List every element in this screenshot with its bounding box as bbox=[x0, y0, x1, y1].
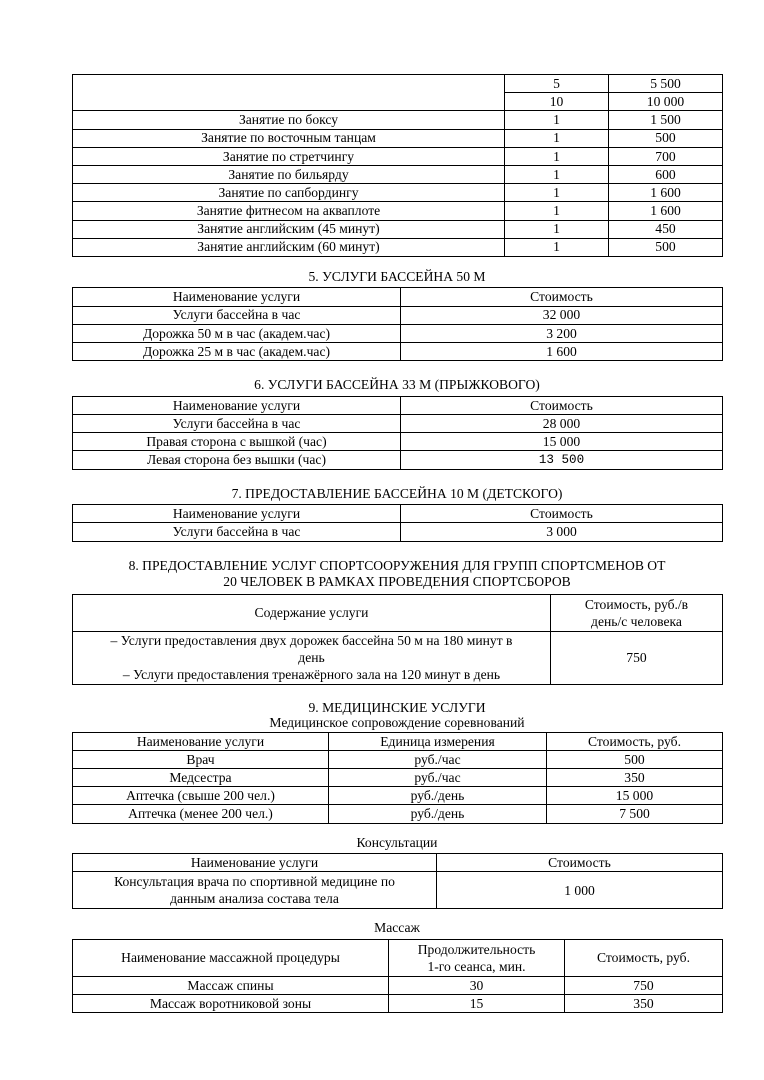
column-header bbox=[551, 594, 723, 631]
price-cell: 7 500 bbox=[547, 805, 723, 823]
unit-cell: 1 bbox=[505, 165, 609, 183]
service-name-cell: Занятие по боксу bbox=[73, 111, 505, 129]
table-row bbox=[73, 343, 723, 361]
price-header-line-2: день/с человека bbox=[591, 613, 682, 629]
section-8-heading bbox=[72, 558, 722, 590]
content-line-1: – Услуги предоставления двух дорожек бассейна 50 м на 180 минут в bbox=[110, 633, 513, 649]
section-7-heading: 7. ПРЕДОСТАВЛЕНИЕ БАССЕЙНА 10 М (ДЕТСКОГО) bbox=[231, 485, 563, 501]
price-cell: 500 bbox=[609, 238, 723, 256]
unit-cell: руб./час bbox=[329, 750, 547, 768]
column-header: Наименование массажной процедуры bbox=[73, 940, 389, 977]
column-header: Единица измерения bbox=[329, 732, 547, 750]
table-row bbox=[73, 631, 723, 684]
price-cell: 1 600 bbox=[609, 202, 723, 220]
unit-cell: 1 bbox=[505, 220, 609, 238]
table-row bbox=[73, 129, 723, 147]
table-row bbox=[73, 184, 723, 202]
table-row bbox=[73, 220, 723, 238]
service-name-cell: Занятие фитнесом на акваплоте bbox=[73, 202, 505, 220]
unit-cell: руб./день bbox=[329, 805, 547, 823]
section-5-heading: 5. УСЛУГИ БАССЕЙНА 50 М bbox=[308, 268, 486, 284]
price-cell: 500 bbox=[547, 750, 723, 768]
price-cell: 450 bbox=[609, 220, 723, 238]
unit-cell: 1 bbox=[505, 147, 609, 165]
service-name-cell: Медсестра bbox=[73, 769, 329, 787]
table-row bbox=[73, 750, 723, 768]
table-row bbox=[73, 306, 723, 324]
service-name-cell: Дорожка 50 м в час (академ.час) bbox=[73, 324, 401, 342]
unit-cell: 1 bbox=[505, 202, 609, 220]
sports-camp-table bbox=[72, 594, 723, 685]
service-name-cell: Занятие по стретчингу bbox=[73, 147, 505, 165]
table-row bbox=[73, 977, 723, 995]
column-header: Содержание услуги bbox=[73, 594, 551, 631]
section-9-heading: 9. МЕДИЦИНСКИЕ УСЛУГИ bbox=[308, 699, 486, 715]
table-row bbox=[73, 111, 723, 129]
column-header: Стоимость bbox=[437, 854, 723, 872]
unit-cell: 1 bbox=[505, 238, 609, 256]
column-header bbox=[389, 940, 565, 977]
price-cell: 32 000 bbox=[401, 306, 723, 324]
table-row bbox=[73, 415, 723, 433]
section-8-heading-line-1: 8. ПРЕДОСТАВЛЕНИЕ УСЛУГ СПОРТСООРУЖЕНИЯ ДЛЯ ГРУПП СПОРТСМЕНОВ ОТ bbox=[128, 557, 666, 573]
price-cell: 13 500 bbox=[401, 451, 723, 469]
price-cell: 28 000 bbox=[401, 415, 723, 433]
column-header: Стоимость, руб. bbox=[565, 940, 723, 977]
price-cell: 700 bbox=[609, 147, 723, 165]
consult-subheading: Консультации bbox=[356, 834, 438, 850]
unit-cell: 5 bbox=[505, 75, 609, 93]
service-name-cell: Занятие английским (45 минут) bbox=[73, 220, 505, 238]
content-line-3: – Услуги предоставления тренажёрного зала на 120 минут в день bbox=[122, 667, 501, 683]
price-cell: 3 200 bbox=[401, 324, 723, 342]
medical-subheading: Медицинское сопровождение соревнований bbox=[269, 715, 525, 731]
massage-subheading: Массаж bbox=[374, 920, 420, 936]
price-cell: 5 500 bbox=[609, 75, 723, 93]
document-page bbox=[72, 74, 722, 1013]
table-row bbox=[73, 165, 723, 183]
table-header-row bbox=[73, 505, 723, 523]
duration-cell: 15 bbox=[389, 995, 565, 1013]
table-row bbox=[73, 787, 723, 805]
column-header: Наименование услуги bbox=[73, 854, 437, 872]
table-row bbox=[73, 324, 723, 342]
duration-header-line-2: 1-го сеанса, мин. bbox=[427, 959, 526, 975]
unit-cell: руб./час bbox=[329, 769, 547, 787]
pool-50m-table bbox=[72, 287, 723, 361]
unit-cell: руб./день bbox=[329, 787, 547, 805]
consult-name-line-1: Консультация врача по спортивной медицине по bbox=[114, 874, 395, 890]
column-header: Наименование услуги bbox=[73, 288, 401, 306]
service-name-cell: Массаж спины bbox=[73, 977, 389, 995]
service-name-cell: Занятие по бильярду bbox=[73, 165, 505, 183]
table-header-row bbox=[73, 594, 723, 631]
column-header: Стоимость bbox=[401, 288, 723, 306]
price-cell: 750 bbox=[551, 631, 723, 684]
service-name-cell: Правая сторона с вышкой (час) bbox=[73, 433, 401, 451]
massage-table bbox=[72, 939, 723, 1013]
table-row bbox=[73, 75, 723, 93]
service-name-cell: Аптечка (менее 200 чел.) bbox=[73, 805, 329, 823]
table-header-row bbox=[73, 396, 723, 414]
pool-10m-table bbox=[72, 504, 723, 541]
table-header-row bbox=[73, 940, 723, 977]
table-header-row bbox=[73, 288, 723, 306]
service-name-cell: Дорожка 25 м в час (академ.час) bbox=[73, 343, 401, 361]
empty-cell bbox=[73, 75, 505, 111]
table-row bbox=[73, 451, 723, 469]
unit-cell: 1 bbox=[505, 129, 609, 147]
table-row bbox=[73, 769, 723, 787]
table-row bbox=[73, 433, 723, 451]
section-8-heading-line-2: 20 ЧЕЛОВЕК В РАМКАХ ПРОВЕДЕНИЯ СПОРТСБОРОВ bbox=[223, 573, 571, 589]
column-header: Стоимость bbox=[401, 505, 723, 523]
service-content-cell bbox=[73, 631, 551, 684]
price-cell: 1 600 bbox=[609, 184, 723, 202]
service-name-cell: Левая сторона без вышки (час) bbox=[73, 451, 401, 469]
column-header: Наименование услуги bbox=[73, 505, 401, 523]
price-cell: 1 500 bbox=[609, 111, 723, 129]
unit-cell: 1 bbox=[505, 184, 609, 202]
service-name-cell: Услуги бассейна в час bbox=[73, 415, 401, 433]
table-row bbox=[73, 872, 723, 909]
table-row bbox=[73, 805, 723, 823]
service-name-cell: Врач bbox=[73, 750, 329, 768]
table-header-row bbox=[73, 854, 723, 872]
unit-cell: 1 bbox=[505, 111, 609, 129]
consultation-table bbox=[72, 853, 723, 909]
price-cell: 3 000 bbox=[401, 523, 723, 541]
table-row bbox=[73, 523, 723, 541]
table-header-row bbox=[73, 732, 723, 750]
price-cell: 600 bbox=[609, 165, 723, 183]
pool-33m-table bbox=[72, 396, 723, 470]
service-name-cell: Услуги бассейна в час bbox=[73, 523, 401, 541]
column-header: Стоимость bbox=[401, 396, 723, 414]
price-cell: 350 bbox=[565, 995, 723, 1013]
consult-name-line-2: данным анализа состава тела bbox=[170, 891, 339, 907]
table-row bbox=[73, 202, 723, 220]
duration-header-line-1: Продолжительность bbox=[417, 942, 536, 958]
duration-cell: 30 bbox=[389, 977, 565, 995]
table-row bbox=[73, 238, 723, 256]
column-header: Наименование услуги bbox=[73, 396, 401, 414]
price-cell: 500 bbox=[609, 129, 723, 147]
price-cell: 15 000 bbox=[547, 787, 723, 805]
price-header-line-1: Стоимость, руб./в bbox=[584, 596, 689, 612]
table-row bbox=[73, 995, 723, 1013]
service-name-cell: Массаж воротниковой зоны bbox=[73, 995, 389, 1013]
price-cell: 10 000 bbox=[609, 93, 723, 111]
price-cell: 350 bbox=[547, 769, 723, 787]
service-name-cell: Аптечка (свыше 200 чел.) bbox=[73, 787, 329, 805]
price-cell: 750 bbox=[565, 977, 723, 995]
medical-support-table bbox=[72, 732, 723, 824]
service-name-cell: Занятие по сапбордингу bbox=[73, 184, 505, 202]
price-cell: 1 600 bbox=[401, 343, 723, 361]
section-6-heading: 6. УСЛУГИ БАССЕЙНА 33 М (ПРЫЖКОВОГО) bbox=[254, 377, 540, 393]
column-header: Стоимость, руб. bbox=[547, 732, 723, 750]
sports-activities-table bbox=[72, 74, 723, 257]
table-row bbox=[73, 147, 723, 165]
service-name-cell: Услуги бассейна в час bbox=[73, 306, 401, 324]
unit-cell: 10 bbox=[505, 93, 609, 111]
service-name-cell: Занятие по восточным танцам bbox=[73, 129, 505, 147]
price-cell: 15 000 bbox=[401, 433, 723, 451]
column-header: Наименование услуги bbox=[73, 732, 329, 750]
price-cell: 1 000 bbox=[437, 872, 723, 909]
service-name-cell: Занятие английским (60 минут) bbox=[73, 238, 505, 256]
content-line-2: день bbox=[298, 650, 325, 666]
service-name-cell bbox=[73, 872, 437, 909]
